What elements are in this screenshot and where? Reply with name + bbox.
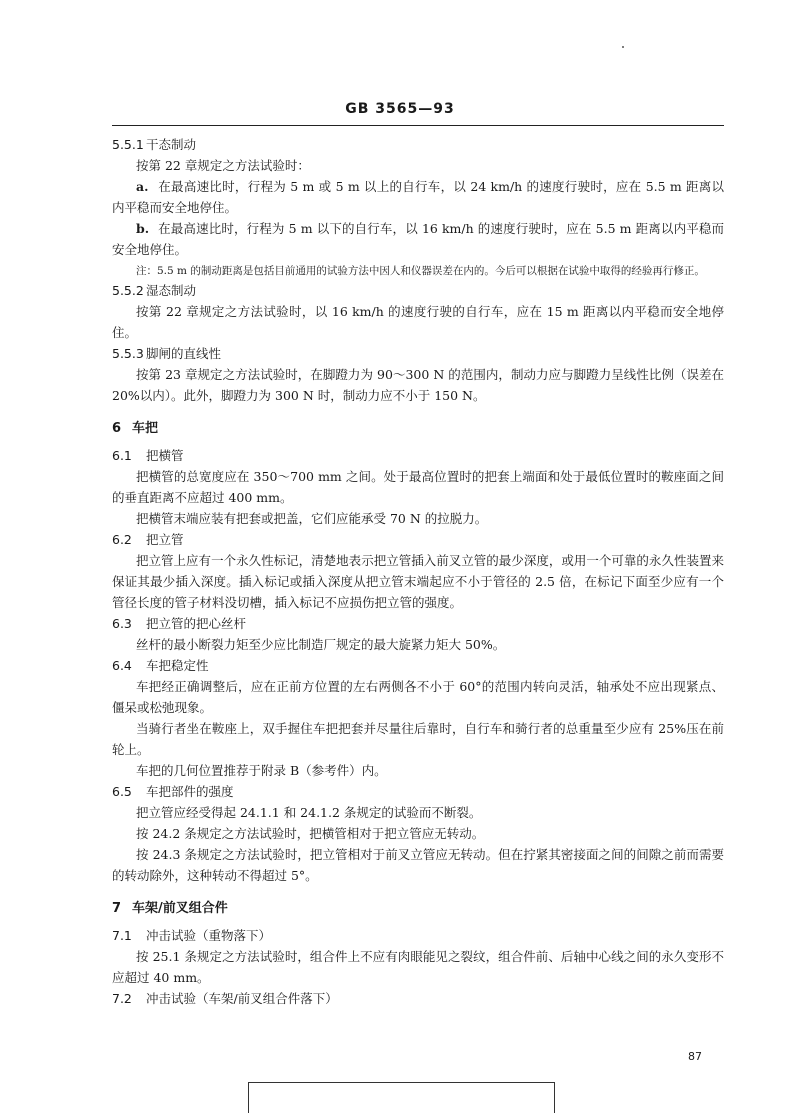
heading-number: 6.4 bbox=[112, 658, 132, 673]
heading-title: 冲击试验（重物落下） bbox=[146, 928, 272, 943]
paragraph: 按 24.2 条规定之方法试验时，把横管相对于把立管应无转动。 bbox=[136, 826, 485, 841]
subsection-heading bbox=[112, 343, 724, 364]
section-heading bbox=[112, 898, 724, 919]
paragraph: 按第 23 章规定之方法试验时，在脚蹬力为 90～300 N 的范围内，制动力应与脚蹬力呈线性比例（误差在 20%以内）。此外，脚蹬力为 300 N 时，制动力应不小于 150 N。 bbox=[112, 367, 724, 403]
paragraph: 把立管上应有一个永久性标记，清楚地表示把立管插入前叉立管的最少深度，或用一个可靠的永久性装置来保证其最少插入深度。插入标记或插入深度从把立管末端起应不小于管径的 2.5 倍，在标记下面至少应有一个管径长度的管子材料没切槽，插入标记不应损伤把立管的强度。 bbox=[112, 553, 724, 610]
heading-number: 7.2 bbox=[112, 991, 132, 1006]
heading-title: 脚闸的直线性 bbox=[146, 346, 222, 361]
paragraph: 车把的几何位置推荐于附录 B（参考件）内。 bbox=[136, 763, 387, 778]
heading-number: 6.3 bbox=[112, 616, 132, 631]
heading-number: 5.5.2 bbox=[112, 283, 144, 298]
list-item bbox=[112, 176, 724, 218]
heading-title: 干态制动 bbox=[146, 137, 197, 152]
heading-title: 冲击试验（车架/前叉组合件落下） bbox=[146, 991, 338, 1006]
subsection-heading bbox=[112, 613, 724, 634]
heading-title: 车把稳定性 bbox=[146, 658, 209, 673]
subsection-heading bbox=[112, 445, 724, 466]
heading-number: 7.1 bbox=[112, 928, 132, 943]
heading-title: 车架/前叉组合件 bbox=[132, 901, 228, 916]
heading-number: 7 bbox=[112, 901, 122, 916]
heading-number: 6.1 bbox=[112, 448, 132, 463]
heading-number: 5.5.3 bbox=[112, 346, 144, 361]
subsection-heading bbox=[112, 134, 724, 155]
page-number: 87 bbox=[688, 1050, 702, 1063]
bottom-frame bbox=[248, 1082, 555, 1113]
heading-title: 把立管 bbox=[146, 532, 184, 547]
paragraph: 车把经正确调整后，应在正前方位置的左右两侧各不小于 60°的范围内转向灵活，轴承处不应出现紧点、僵呆或松弛现象。 bbox=[112, 679, 724, 715]
paragraph: 丝杆的最小断裂力矩至少应比制造厂规定的最大旋紧力矩大 50%。 bbox=[136, 637, 506, 652]
list-item bbox=[112, 218, 724, 260]
note: 注：5.5 m 的制动距离是包括目前通用的试验方法中因人和仪器误差在内的。今后可以根据在试验中取得的经验再行修正。 bbox=[136, 265, 705, 277]
subsection-heading bbox=[112, 529, 724, 550]
list-label: b. bbox=[136, 221, 150, 236]
scan-speck bbox=[622, 46, 624, 48]
heading-number: 5.5.1 bbox=[112, 137, 144, 152]
paragraph: 把横管的总宽度应在 350～700 mm 之间。处于最高位置时的把套上端面和处于最低位置时的鞍座面之间的垂直距离不应超过 400 mm。 bbox=[112, 469, 724, 505]
list-text: 在最高速比时，行程为 5 m 以下的自行车，以 16 km/h 的速度行驶时，应在 5.5 m 距离以内平稳而安全地停住。 bbox=[112, 221, 724, 257]
paragraph: 当骑行者坐在鞍座上，双手握住车把把套并尽量往后靠时，自行车和骑行者的总重量至少应有 25%压在前轮上。 bbox=[112, 721, 724, 757]
subsection-heading bbox=[112, 280, 724, 301]
subsection-heading bbox=[112, 988, 724, 1009]
paragraph: 按第 22 章规定之方法试验时： bbox=[136, 158, 310, 173]
section-heading bbox=[112, 418, 724, 439]
list-text: 在最高速比时，行程为 5 m 或 5 m 以上的自行车，以 24 km/h 的速度行驶时，应在 5.5 m 距离以内平稳而安全地停住。 bbox=[112, 179, 724, 215]
paragraph: 把立管应经受得起 24.1.1 和 24.1.2 条规定的试验而不断裂。 bbox=[136, 805, 482, 820]
heading-title: 湿态制动 bbox=[146, 283, 197, 298]
subsection-heading bbox=[112, 925, 724, 946]
paragraph: 按 25.1 条规定之方法试验时，组合件上不应有肉眼能见之裂纹，组合件前、后轴中心线之间的永久变形不应超过 40 mm。 bbox=[112, 949, 724, 985]
heading-title: 把立管的把心丝杆 bbox=[146, 616, 247, 631]
header-rule bbox=[112, 125, 724, 126]
heading-number: 6 bbox=[112, 421, 122, 436]
list-label: a. bbox=[136, 179, 149, 194]
subsection-heading bbox=[112, 655, 724, 676]
heading-number: 6.2 bbox=[112, 532, 132, 547]
paragraph: 按 24.3 条规定之方法试验时，把立管相对于前叉立管应无转动。但在拧紧其密接面之间的间隙之前而需要的转动除外，这种转动不得超过 5°。 bbox=[112, 847, 724, 883]
paragraph: 按第 22 章规定之方法试验时，以 16 km/h 的速度行驶的自行车，应在 15 m 距离以内平稳而安全地停住。 bbox=[112, 304, 724, 340]
heading-title: 把横管 bbox=[146, 448, 184, 463]
heading-number: 6.5 bbox=[112, 784, 132, 799]
standard-code-header: GB 3565—93 bbox=[345, 101, 455, 117]
heading-title: 车把 bbox=[132, 421, 159, 436]
paragraph: 把横管末端应装有把套或把盖，它们应能承受 70 N 的拉脱力。 bbox=[136, 511, 488, 526]
heading-title: 车把部件的强度 bbox=[146, 784, 234, 799]
subsection-heading bbox=[112, 781, 724, 802]
document-body bbox=[112, 134, 724, 1009]
